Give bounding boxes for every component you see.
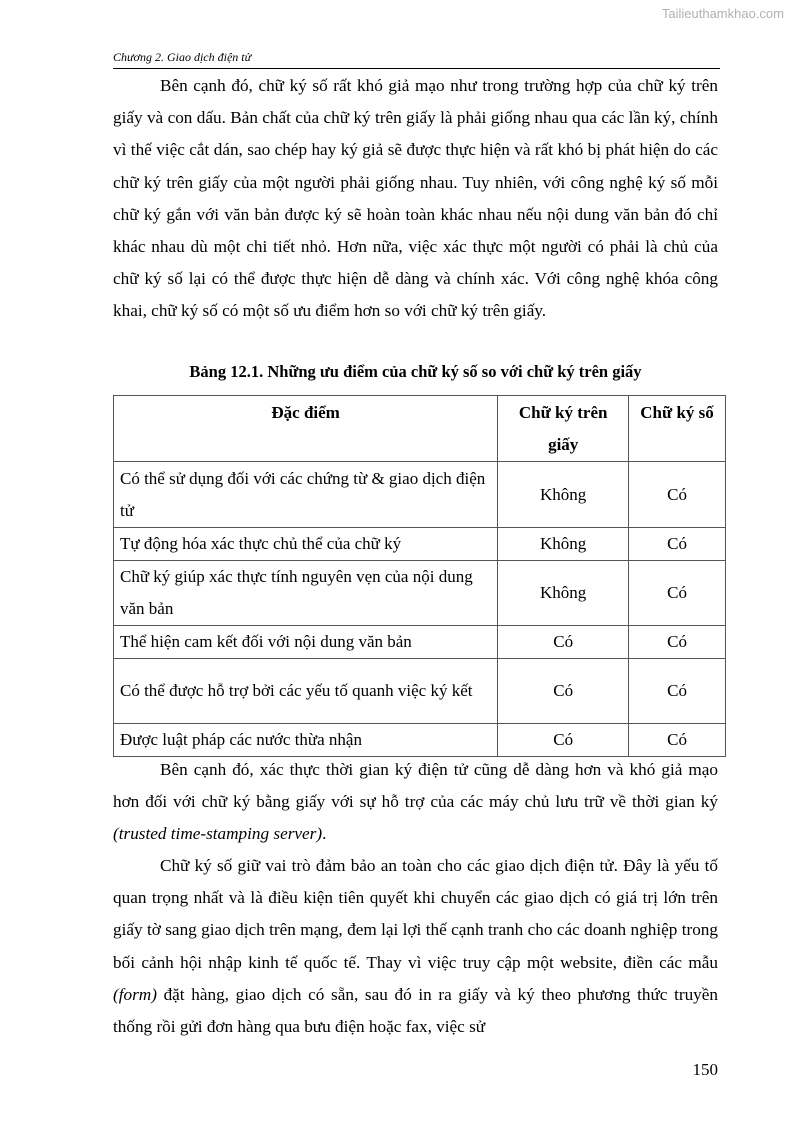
paper-cell: Có bbox=[498, 626, 629, 659]
table-row bbox=[114, 528, 726, 561]
feature-cell: Có thể được hỗ trợ bởi các yếu tố quanh việc ký kết bbox=[114, 659, 498, 724]
digital-cell: Có bbox=[629, 626, 726, 659]
header-digital-signature: Chữ ký số bbox=[629, 396, 726, 462]
feature-cell: Thể hiện cam kết đối với nội dung văn bản bbox=[114, 626, 498, 659]
paragraph-text-cont: đặt hàng, giao dịch có sẵn, sau đó in ra giấy và ký theo phương thức truyền thống rồi gửi đơn hàng qua bưu điện hoặc fax, việc sử bbox=[113, 984, 718, 1037]
paper-cell: Có bbox=[498, 659, 629, 724]
header-feature: Đặc điểm bbox=[114, 396, 498, 462]
comparison-table bbox=[113, 395, 726, 757]
chapter-header: Chương 2. Giao dịch điện tử bbox=[113, 50, 720, 69]
paragraph-role bbox=[113, 850, 718, 1043]
paper-cell: Không bbox=[498, 462, 629, 528]
paragraph-intro: Bên cạnh đó, chữ ký số rất khó giả mạo như trong trường hợp của chữ ký trên giấy và con dấu. Bản chất của chữ ký trên giấy là phải giống nhau qua các lần ký, chính vì thế việc cắt dán, sao chép hay ký giả sẽ được thực hiện và rất khó bị phát hiện do các chữ ký trên giấy của một người phải giống nhau. Tuy nhiên, với công nghệ ký số mỗi chữ ký gắn với văn bản được ký sẽ hoàn toàn khác nhau nếu nội dung văn bản đó chỉ khác nhau dù một chi tiết nhỏ. Hơn nữa, việc xác thực một người có phải là chủ của chữ ký số lại có thể được thực hiện dễ dàng và chính xác. Với công nghệ khóa công khai, chữ ký số có một số ưu điểm hơn so với chữ ký trên giấy. bbox=[113, 76, 718, 321]
digital-cell: Có bbox=[629, 561, 726, 626]
paragraph-end: . bbox=[322, 824, 327, 844]
paper-cell: Có bbox=[498, 724, 629, 757]
table-row bbox=[114, 659, 726, 724]
paper-cell: Không bbox=[498, 561, 629, 626]
table-row bbox=[114, 561, 726, 626]
table-caption: Bảng 12.1. Những ưu điểm của chữ ký số so với chữ ký trên giấy bbox=[189, 362, 642, 381]
italic-term: (trusted time-stamping server) bbox=[113, 824, 323, 844]
watermark: Tailieuthamkhao.com bbox=[661, 6, 784, 21]
feature-cell: Được luật pháp các nước thừa nhận bbox=[114, 724, 498, 757]
header-paper-signature: Chữ ký trên giấy bbox=[498, 396, 629, 462]
feature-cell: Tự động hóa xác thực chủ thể của chữ ký bbox=[114, 528, 498, 561]
table-row bbox=[114, 724, 726, 757]
paragraph-timestamp bbox=[113, 754, 718, 851]
feature-cell: Chữ ký giúp xác thực tính nguyên vẹn của nội dung văn bản bbox=[114, 561, 498, 626]
digital-cell: Có bbox=[629, 528, 726, 561]
paragraph-text: Chữ ký số giữ vai trò đảm bảo an toàn cho các giao dịch điện tử. Đây là yếu tố quan trọng nhất và là điều kiện tiên quyết khi chuyển các giao dịch có giá trị lớn trên giấy tờ sang giao dịch trên mạng, đem lại lợi thế cạnh tranh cho các doanh nghiệp trong bối cảnh hội nhập kinh tế quốc tế. Thay vì việc truy cập một website, điền các mẫu bbox=[113, 856, 718, 972]
table-header-row bbox=[114, 396, 726, 462]
digital-cell: Có bbox=[629, 462, 726, 528]
table-row bbox=[114, 626, 726, 659]
italic-term: (form) bbox=[113, 984, 157, 1004]
table-row bbox=[114, 462, 726, 528]
digital-cell: Có bbox=[629, 724, 726, 757]
page-number: 150 bbox=[692, 1060, 718, 1079]
digital-cell: Có bbox=[629, 659, 726, 724]
paper-cell: Không bbox=[498, 528, 629, 561]
paragraph-text: Bên cạnh đó, xác thực thời gian ký điện tử cũng dễ dàng hơn và khó giả mạo hơn đối với chữ ký bằng giấy với sự hỗ trợ của các máy chủ lưu trữ về thời gian ký bbox=[113, 760, 718, 812]
feature-cell: Có thể sử dụng đối với các chứng từ & giao dịch điện tử bbox=[114, 462, 498, 528]
